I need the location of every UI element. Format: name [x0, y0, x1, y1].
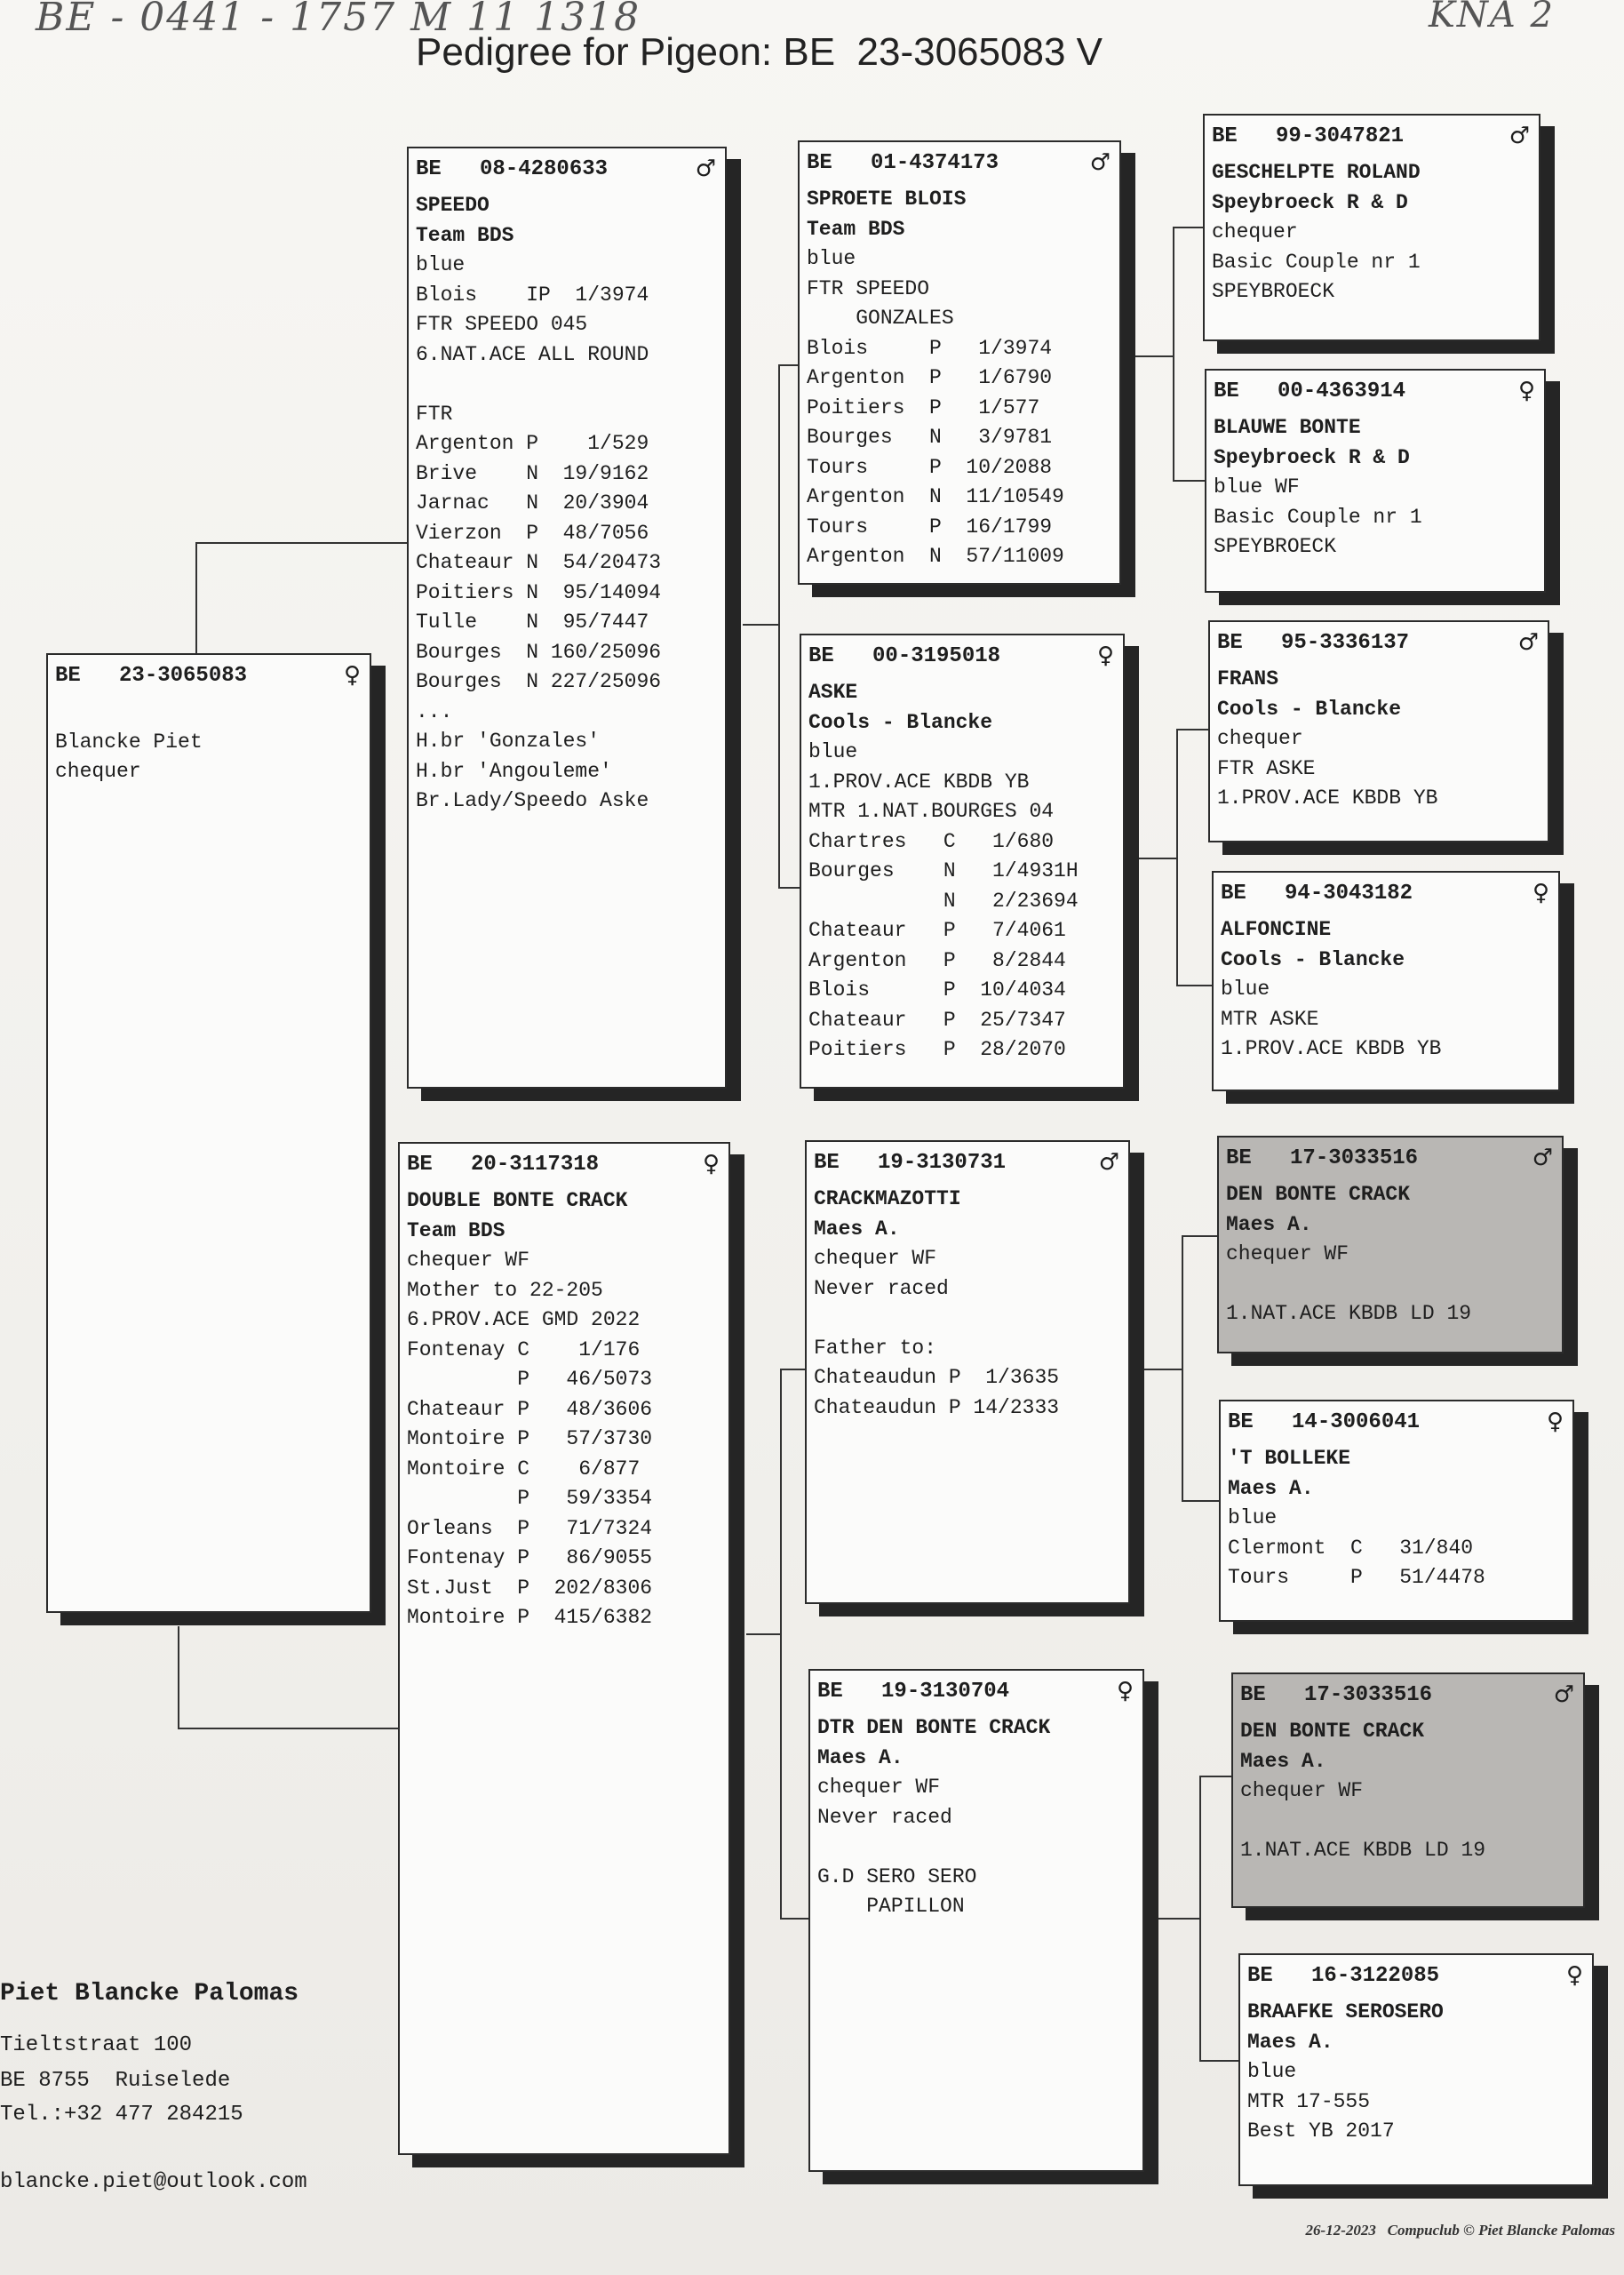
- pedigree-line: Team BDS: [407, 1218, 506, 1242]
- pedigree-line: Basic Couple nr 1: [1212, 250, 1421, 274]
- ring-header: [416, 156, 716, 182]
- ring-number: BE 95-3336137: [1217, 630, 1410, 655]
- pedigree-line: blue: [416, 253, 466, 276]
- pedigree-line: blue: [808, 740, 858, 763]
- male-symbol-icon: ♂: [1553, 1681, 1574, 1708]
- pigeon-card-ssd: [1205, 369, 1546, 593]
- pedigree-line: 1.PROV.ACE KBDB YB: [1217, 786, 1438, 810]
- pedigree-line: Argenton P 1/6790: [807, 366, 1053, 389]
- connector-line: [1139, 858, 1178, 859]
- connector-line: [178, 1626, 179, 1728]
- connector-line: [778, 364, 798, 366]
- pigeon-card-dam-sire: [805, 1140, 1130, 1604]
- ring-header: [817, 1678, 1134, 1704]
- connector-line: [1144, 1369, 1183, 1370]
- ring-number: BE 08-4280633: [416, 156, 609, 181]
- pedigree-line: SPROETE BLOIS: [807, 188, 967, 211]
- connector-line: [743, 624, 780, 626]
- ring-header: [808, 643, 1114, 669]
- ring-header: [1212, 123, 1530, 149]
- connector-line: [1199, 1776, 1201, 2062]
- pedigree-line: Blois IP 1/3974: [416, 283, 649, 307]
- pedigree-line: Chateaur P 48/3606: [407, 1397, 653, 1421]
- pedigree-line: chequer WF: [814, 1247, 937, 1270]
- pedigree-line: chequer WF: [1226, 1242, 1349, 1265]
- pedigree-line: Maes A.: [1240, 1749, 1326, 1773]
- male-symbol-icon: ♂: [1532, 1145, 1553, 1171]
- pedigree-line: blue WF: [1214, 475, 1300, 499]
- connector-line: [1176, 985, 1212, 986]
- pedigree-line: SPEYBROECK: [1212, 280, 1335, 303]
- ring-number: BE 00-4363914: [1214, 379, 1406, 403]
- connector-line: [1135, 355, 1174, 357]
- ring-header: [1228, 1409, 1564, 1435]
- pedigree-line: P 59/3354: [407, 1487, 653, 1510]
- pedigree-line: H.br 'Angouleme': [416, 759, 612, 783]
- pedigree-line: Chateaudun P 1/3635: [814, 1366, 1060, 1389]
- handwritten-note: BE - 0441 - 1757 M 11 1318: [36, 0, 641, 40]
- pedigree-line: Maes A.: [1228, 1476, 1314, 1500]
- pedigree-line: chequer WF: [407, 1249, 530, 1272]
- pedigree-line: Tours P 16/1799: [807, 515, 1053, 539]
- pedigree-line: chequer WF: [817, 1776, 941, 1799]
- connector-line: [195, 542, 197, 653]
- connector-line: [1199, 2060, 1238, 2062]
- ring-number: BE 17-3033516: [1226, 1145, 1419, 1170]
- pedigree-line: N 2/23694: [808, 889, 1079, 913]
- connector-line: [746, 1633, 782, 1635]
- pedigree-line: MTR 17-555: [1247, 2089, 1371, 2113]
- pedigree-line: Argenton N 57/11009: [807, 545, 1064, 568]
- ring-number: BE 01-4374173: [807, 150, 999, 175]
- pedigree-line: Father to:: [814, 1336, 937, 1360]
- pedigree-line: MTR ASKE: [1221, 1007, 1319, 1031]
- pedigree-line: chequer: [55, 760, 141, 783]
- pedigree-line: FTR SPEEDO: [807, 276, 930, 300]
- connector-line: [1176, 729, 1178, 986]
- breeder-city: BE 8755 Ruiselede: [0, 2069, 231, 2093]
- pigeon-card-sdd: [1212, 871, 1560, 1091]
- print-credit: [1298, 2204, 1615, 2239]
- pedigree-line: Cools - Blancke: [1217, 697, 1402, 721]
- pigeon-card-sire-dam: [800, 634, 1125, 1089]
- ring-number: BE 16-3122085: [1247, 1963, 1440, 1988]
- pedigree-line: Team BDS: [416, 223, 514, 247]
- female-symbol-icon: ♀: [1546, 1409, 1564, 1435]
- pedigree-line: blue: [1228, 1506, 1278, 1529]
- pedigree-line: Speybroeck R & D: [1212, 190, 1408, 214]
- female-symbol-icon: ♀: [702, 1151, 720, 1177]
- pedigree-line: Orleans P 71/7324: [407, 1516, 653, 1540]
- pedigree-line: Blois P 1/3974: [807, 336, 1053, 360]
- pigeon-card-subject: [46, 653, 371, 1613]
- pedigree-line: MTR 1.NAT.BOURGES 04: [808, 800, 1055, 823]
- pedigree-line: Poitiers P 1/577: [807, 395, 1040, 419]
- pedigree-line: SPEEDO: [416, 194, 490, 217]
- connector-line: [1155, 1918, 1201, 1920]
- female-symbol-icon: ♀: [1565, 1962, 1583, 1989]
- pedigree-line: DEN BONTE CRACK: [1226, 1183, 1411, 1206]
- breeder-phone: Tel.:+32 477 284215: [0, 2103, 243, 2127]
- female-symbol-icon: ♀: [1116, 1678, 1134, 1704]
- pigeon-card-dam: [398, 1142, 730, 2155]
- pedigree-line: Maes A.: [1226, 1212, 1312, 1236]
- male-symbol-icon: ♂: [1098, 1149, 1119, 1176]
- pedigree-line: P 46/5073: [407, 1368, 653, 1391]
- pedigree-line: GESCHELPTE ROLAND: [1212, 161, 1421, 184]
- pedigree-line: DOUBLE BONTE CRACK: [407, 1189, 628, 1212]
- pedigree-line: Chateaudun P 14/2333: [814, 1395, 1060, 1419]
- pedigree-line: chequer: [1212, 220, 1298, 243]
- pedigree-line: Maes A.: [814, 1217, 900, 1241]
- pedigree-line: Tours P 51/4478: [1228, 1566, 1485, 1589]
- pedigree-line: CRACKMAZOTTI: [814, 1187, 961, 1210]
- pedigree-line: Montoire P 57/3730: [407, 1427, 653, 1450]
- connector-line: [1176, 729, 1208, 730]
- ring-header: [807, 149, 1111, 176]
- male-symbol-icon: ♂: [1089, 149, 1111, 176]
- credit-text: Compuclub © Piet Blancke Palomas: [1387, 2222, 1615, 2239]
- ring-number: BE 20-3117318: [407, 1152, 600, 1177]
- pedigree-line: [814, 1304, 1119, 1334]
- pedigree-line: BLAUWE BONTE: [1214, 416, 1361, 439]
- pedigree-line: chequer WF: [1240, 1779, 1364, 1802]
- pedigree-line: [55, 698, 361, 728]
- pedigree-line: 1.NAT.ACE KBDB LD 19: [1226, 1302, 1472, 1325]
- ring-header: [55, 662, 361, 689]
- ring-number: BE 99-3047821: [1212, 124, 1405, 148]
- pigeon-card-sds: [1208, 620, 1549, 842]
- pedigree-line: DTR DEN BONTE CRACK: [817, 1716, 1051, 1739]
- pedigree-line: Jarnac N 20/3904: [416, 491, 649, 515]
- print-date: 26-12-2023: [1305, 2222, 1376, 2239]
- ring-number: BE 19-3130731: [814, 1150, 1007, 1175]
- connector-line: [1173, 227, 1174, 482]
- handwritten-corner-note: KNA 2: [1429, 0, 1555, 36]
- connector-line: [1173, 480, 1205, 482]
- ring-number: BE 23-3065083: [55, 663, 248, 688]
- connector-line: [780, 1369, 805, 1370]
- ring-header: [1240, 1681, 1574, 1708]
- pedigree-line: Fontenay C 1/176: [407, 1337, 641, 1361]
- pedigree-line: Argenton P 8/2844: [808, 948, 1066, 972]
- connector-line: [780, 1918, 808, 1920]
- ring-number: BE 14-3006041: [1228, 1409, 1421, 1434]
- pedigree-line: Chartres C 1/680: [808, 829, 1055, 853]
- pedigree-line: Br.Lady/Speedo Aske: [416, 789, 649, 812]
- female-symbol-icon: ♀: [1532, 880, 1549, 906]
- pigeon-card-dam-dam: [808, 1669, 1144, 2172]
- pedigree-line: 1.NAT.ACE KBDB LD 19: [1240, 1839, 1486, 1862]
- pedigree-line: ASKE: [808, 681, 858, 704]
- pedigree-line: H.br 'Gonzales': [416, 730, 601, 753]
- pedigree-line: Maes A.: [1247, 2030, 1333, 2054]
- pedigree-line: G.D SERO SERO: [817, 1864, 977, 1888]
- male-symbol-icon: ♂: [1517, 629, 1539, 656]
- pigeon-card-dsd: [1219, 1400, 1574, 1622]
- pigeon-card-sire-sire: [798, 140, 1121, 585]
- pedigree-line: Blancke Piet: [55, 730, 203, 754]
- pedigree-line: 6.NAT.ACE ALL ROUND: [416, 342, 649, 366]
- pedigree-line: Argenton P 1/529: [416, 432, 649, 455]
- breeder-email: blancke.piet@outlook.com: [0, 2170, 307, 2194]
- pedigree-line: blue: [1221, 978, 1270, 1001]
- pedigree-line: DEN BONTE CRACK: [1240, 1720, 1425, 1743]
- female-symbol-icon: ♀: [343, 662, 361, 689]
- connector-line: [178, 1728, 398, 1729]
- connector-line: [1199, 1776, 1233, 1777]
- pedigree-line: blue: [1247, 2060, 1297, 2083]
- pedigree-line: GONZALES: [807, 307, 954, 330]
- pedigree-line: Cools - Blancke: [1221, 947, 1405, 971]
- pedigree-line: Never raced: [814, 1276, 949, 1300]
- male-symbol-icon: ♂: [1509, 123, 1530, 149]
- connector-line: [1182, 1500, 1219, 1502]
- pedigree-line: Maes A.: [817, 1745, 904, 1769]
- pedigree-line: Best YB 2017: [1247, 2119, 1395, 2143]
- ring-header: [1221, 880, 1549, 906]
- pedigree-line: Tours P 10/2088: [807, 455, 1053, 479]
- pedigree-line: FRANS: [1217, 667, 1279, 690]
- pedigree-line: FTR ASKE: [1217, 756, 1316, 780]
- connector-line: [1182, 1235, 1183, 1502]
- pedigree-line: 1.PROV.ACE KBDB YB: [808, 770, 1030, 794]
- female-symbol-icon: ♀: [1096, 643, 1114, 669]
- ring-header: [407, 1151, 720, 1177]
- pedigree-line: Montoire C 6/877: [407, 1457, 641, 1481]
- pedigree-line: Chateaur N 54/20473: [416, 551, 662, 574]
- pedigree-line: ...: [416, 699, 453, 723]
- ring-header: [1214, 378, 1535, 404]
- ring-header: [814, 1149, 1119, 1176]
- ring-header: [1226, 1145, 1553, 1171]
- pedigree-line: PAPILLON: [817, 1895, 965, 1918]
- connector-line: [1173, 227, 1203, 228]
- pedigree-line: Poitiers N 95/14094: [416, 580, 662, 604]
- pigeon-card-sss: [1203, 114, 1540, 341]
- pedigree-line: St.Just P 202/8306: [407, 1576, 653, 1600]
- pedigree-line: BRAAFKE SEROSERO: [1247, 2000, 1444, 2024]
- pedigree-line: Bourges N 1/4931H: [808, 859, 1079, 882]
- pedigree-line: Brive N 19/9162: [416, 461, 649, 485]
- pigeon-card-dds: [1231, 1672, 1585, 1908]
- page-title: Pedigree for Pigeon: BE 23-3065083 V: [416, 30, 1103, 74]
- pedigree-line: Clermont C 31/840: [1228, 1536, 1474, 1560]
- pigeon-card-sire: [407, 147, 727, 1089]
- pedigree-line: ALFONCINE: [1221, 918, 1332, 941]
- connector-line: [195, 542, 407, 544]
- ring-number: BE 94-3043182: [1221, 881, 1413, 906]
- pigeon-card-dss: [1217, 1136, 1564, 1353]
- pedigree-line: blue: [807, 247, 856, 270]
- pedigree-line: Never raced: [817, 1805, 952, 1829]
- pedigree-line: Mother to 22-205: [407, 1278, 603, 1302]
- pedigree-line: Vierzon P 48/7056: [416, 521, 649, 545]
- pedigree-line: Bourges N 227/25096: [416, 670, 662, 693]
- pedigree-line: Fontenay P 86/9055: [407, 1546, 653, 1569]
- pedigree-line: Speybroeck R & D: [1214, 445, 1410, 469]
- pedigree-line: FTR: [416, 402, 453, 426]
- pedigree-line: Argenton N 11/10549: [807, 485, 1064, 508]
- pedigree-line: Bourges N 3/9781: [807, 426, 1053, 449]
- pedigree-line: 1.PROV.ACE KBDB YB: [1221, 1037, 1442, 1060]
- pedigree-line: SPEYBROECK: [1214, 535, 1337, 558]
- pedigree-line: Montoire P 415/6382: [407, 1606, 653, 1629]
- ring-number: BE 19-3130704: [817, 1679, 1010, 1704]
- ring-header: [1217, 629, 1539, 656]
- pedigree-line: Team BDS: [807, 217, 905, 241]
- pigeon-card-ddd: [1238, 1953, 1594, 2186]
- pedigree-line: Basic Couple nr 1: [1214, 505, 1422, 529]
- ring-number: BE 17-3033516: [1240, 1682, 1433, 1707]
- ring-header: [1247, 1962, 1583, 1989]
- pedigree-line: Chateaur P 7/4061: [808, 919, 1066, 942]
- pedigree-line: 6.PROV.ACE GMD 2022: [407, 1308, 641, 1331]
- pedigree-line: Cools - Blancke: [808, 710, 993, 734]
- pedigree-line: Tulle N 95/7447: [416, 611, 649, 634]
- pedigree-line: Chateaur P 25/7347: [808, 1008, 1066, 1032]
- pedigree-line: Poitiers P 28/2070: [808, 1038, 1066, 1061]
- ring-number: BE 00-3195018: [808, 643, 1001, 668]
- breeder-name: Piet Blancke Palomas: [0, 1980, 299, 2008]
- breeder-street: Tieltstraat 100: [0, 2033, 193, 2057]
- pedigree-line: Bourges N 160/25096: [416, 640, 662, 664]
- pedigree-line: Blois P 10/4034: [808, 978, 1066, 1002]
- connector-line: [778, 887, 800, 889]
- pedigree-line: 'T BOLLEKE: [1228, 1447, 1351, 1470]
- male-symbol-icon: ♂: [695, 156, 716, 182]
- female-symbol-icon: ♀: [1517, 378, 1535, 404]
- connector-line: [1182, 1235, 1217, 1237]
- pedigree-line: [1240, 1807, 1574, 1837]
- connector-line: [780, 1369, 782, 1920]
- pedigree-line: [817, 1832, 1134, 1863]
- connector-line: [778, 364, 780, 889]
- pedigree-line: [1226, 1270, 1553, 1300]
- pedigree-line: [416, 370, 716, 400]
- pedigree-line: chequer: [1217, 727, 1303, 750]
- pedigree-line: FTR SPEEDO 045: [416, 313, 588, 336]
